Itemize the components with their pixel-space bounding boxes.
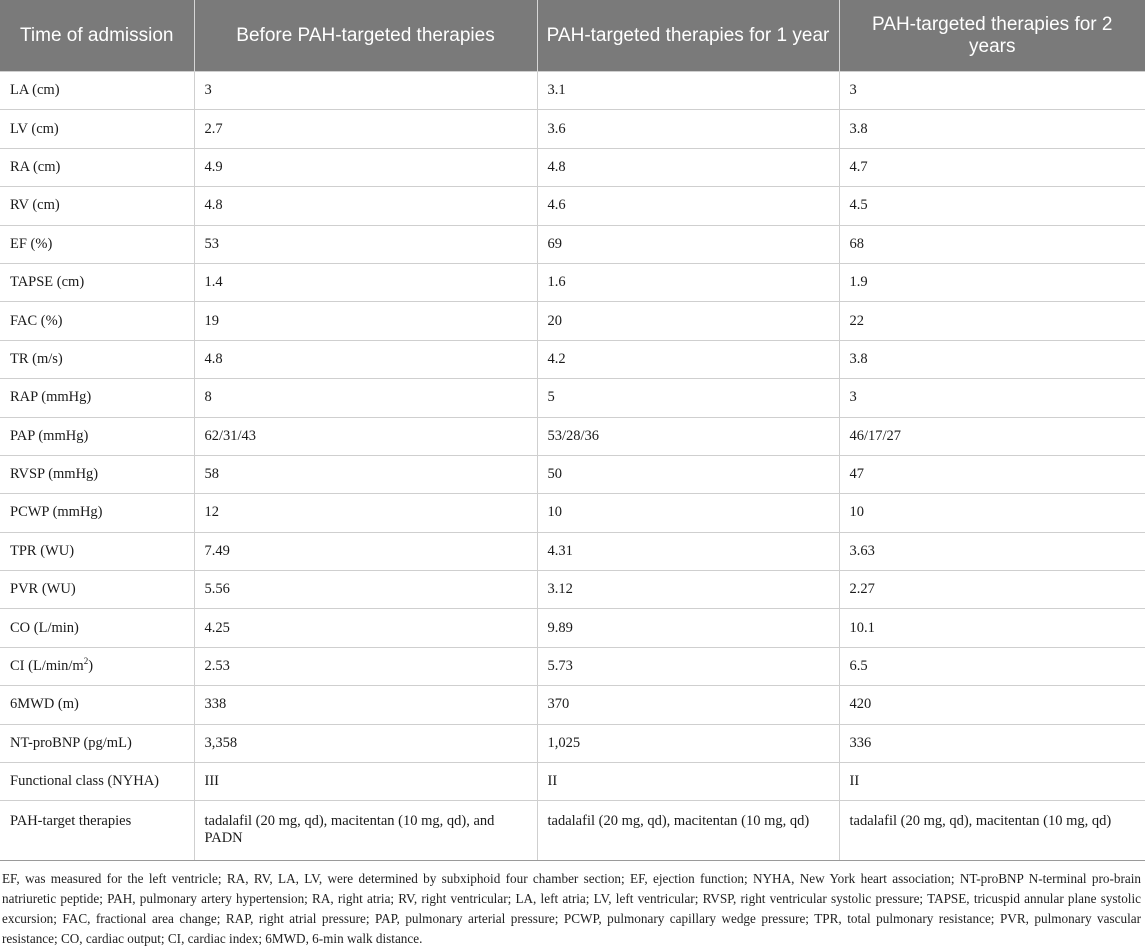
row-label-text: CI (L/min/m — [10, 658, 84, 675]
table-row — [0, 379, 1145, 417]
table-row — [0, 302, 1145, 340]
cell-before: 2.7 — [194, 110, 537, 148]
cell-2-years: 22 — [839, 302, 1145, 340]
cell-2-years: 4.7 — [839, 148, 1145, 186]
cell-before: 58 — [194, 455, 537, 493]
table-header-row — [0, 0, 1145, 72]
row-label: RVSP (mmHg) — [0, 455, 194, 493]
row-label: LV (cm) — [0, 110, 194, 148]
table-row — [0, 455, 1145, 493]
cell-before: 5.56 — [194, 571, 537, 609]
cell-before: 4.8 — [194, 340, 537, 378]
cell-1-year: II — [537, 763, 839, 801]
cell-before: 4.25 — [194, 609, 537, 647]
cell-1-year: tadalafil (20 mg, qd), macitentan (10 mg, qd) — [537, 801, 839, 861]
row-label: RAP (mmHg) — [0, 379, 194, 417]
table-row — [0, 532, 1145, 570]
table-row — [0, 110, 1145, 148]
table-row — [0, 763, 1145, 801]
cell-2-years: 420 — [839, 686, 1145, 724]
table-row — [0, 340, 1145, 378]
row-label: PAH-target therapies — [0, 801, 194, 861]
table-row — [0, 263, 1145, 301]
cell-2-years: 68 — [839, 225, 1145, 263]
row-label: CO (L/min) — [0, 609, 194, 647]
cell-2-years: 336 — [839, 724, 1145, 762]
cell-before: 1.4 — [194, 263, 537, 301]
cell-2-years: 3.8 — [839, 110, 1145, 148]
cell-1-year: 3.1 — [537, 72, 839, 110]
cell-1-year: 4.6 — [537, 187, 839, 225]
cell-2-years: 3.63 — [839, 532, 1145, 570]
row-label: RV (cm) — [0, 187, 194, 225]
cell-before: 4.9 — [194, 148, 537, 186]
cell-before: 19 — [194, 302, 537, 340]
table-row — [0, 187, 1145, 225]
cell-2-years: 3 — [839, 379, 1145, 417]
unit-superscript: 2 — [83, 656, 89, 667]
cell-2-years: 10 — [839, 494, 1145, 532]
row-label: TAPSE (cm) — [0, 263, 194, 301]
cell-2-years: tadalafil (20 mg, qd), macitentan (10 mg, qd) — [839, 801, 1145, 861]
table-row — [0, 724, 1145, 762]
cell-2-years: 4.5 — [839, 187, 1145, 225]
table-row — [0, 72, 1145, 110]
header-before-therapies: Before PAH-targeted therapies — [194, 0, 537, 72]
cell-1-year: 4.2 — [537, 340, 839, 378]
row-label: TR (m/s) — [0, 340, 194, 378]
row-label: NT-proBNP (pg/mL) — [0, 724, 194, 762]
cell-before: 2.53 — [194, 647, 537, 685]
cell-1-year: 4.8 — [537, 148, 839, 186]
cell-1-year: 53/28/36 — [537, 417, 839, 455]
cell-1-year: 69 — [537, 225, 839, 263]
cell-before: tadalafil (20 mg, qd), macitentan (10 mg, qd), and PADN — [194, 801, 537, 861]
cell-before: 338 — [194, 686, 537, 724]
cell-2-years: 3.8 — [839, 340, 1145, 378]
cell-1-year: 20 — [537, 302, 839, 340]
cell-2-years: 10.1 — [839, 609, 1145, 647]
header-time-of-admission: Time of admission — [0, 0, 194, 72]
cell-before: 7.49 — [194, 532, 537, 570]
row-label: Functional class (NYHA) — [0, 763, 194, 801]
cell-2-years: 2.27 — [839, 571, 1145, 609]
table-row — [0, 225, 1145, 263]
cell-2-years: 1.9 — [839, 263, 1145, 301]
cell-1-year: 4.31 — [537, 532, 839, 570]
table-row — [0, 801, 1145, 861]
table-row — [0, 148, 1145, 186]
cell-before: 62/31/43 — [194, 417, 537, 455]
cell-1-year: 3.6 — [537, 110, 839, 148]
cell-2-years: 47 — [839, 455, 1145, 493]
cell-1-year: 1,025 — [537, 724, 839, 762]
cell-1-year: 5 — [537, 379, 839, 417]
cell-1-year: 370 — [537, 686, 839, 724]
row-label: TPR (WU) — [0, 532, 194, 570]
table-row — [0, 417, 1145, 455]
row-label: RA (cm) — [0, 148, 194, 186]
cell-before: III — [194, 763, 537, 801]
cell-before: 53 — [194, 225, 537, 263]
header-therapies-2-years: PAH-targeted therapies for 2 years — [839, 0, 1145, 72]
cell-1-year: 1.6 — [537, 263, 839, 301]
cell-1-year: 5.73 — [537, 647, 839, 685]
header-therapies-1-year: PAH-targeted therapies for 1 year — [537, 0, 839, 72]
table-footnote: EF, was measured for the left ventricle; RA, RV, LA, LV, were determined by subxiphoid four chamber section; EF, ejection function; NYHA, New York heart association; NT-proBNP N-terminal pro-brain natriuretic peptide; PAH, pulmonary artery hypertension; RA, right atria; RV, right ventricular; LA, left atria; LV, left ventricular; RVSP, right ventricular systolic pressure; TAPSE, tricuspid annular plane systolic excursion; FAC, fractional area change; RAP, right atrial pressure; PAP, pulmonary arterial pressure; PCWP, pulmonary capillary wedge pressure; TPR, total pulmonary resistance; PVR, pulmonary vascular resistance; CO, cardiac output; CI, cardiac index; 6MWD, 6-min walk distance. — [2, 871, 1141, 947]
table-row — [0, 609, 1145, 647]
cell-2-years: 3 — [839, 72, 1145, 110]
row-label: FAC (%) — [0, 302, 194, 340]
cell-before: 8 — [194, 379, 537, 417]
row-label: LA (cm) — [0, 72, 194, 110]
cell-before: 3,358 — [194, 724, 537, 762]
cell-1-year: 9.89 — [537, 609, 839, 647]
cell-1-year: 3.12 — [537, 571, 839, 609]
row-label: PVR (WU) — [0, 571, 194, 609]
row-label — [0, 647, 194, 685]
table-row — [0, 494, 1145, 532]
cell-2-years: II — [839, 763, 1145, 801]
cell-1-year: 10 — [537, 494, 839, 532]
row-label: EF (%) — [0, 225, 194, 263]
cell-before: 4.8 — [194, 187, 537, 225]
cell-2-years: 6.5 — [839, 647, 1145, 685]
cell-2-years: 46/17/27 — [839, 417, 1145, 455]
row-label: 6MWD (m) — [0, 686, 194, 724]
row-label: PAP (mmHg) — [0, 417, 194, 455]
row-label: PCWP (mmHg) — [0, 494, 194, 532]
unit-close-paren: ) — [88, 658, 94, 675]
cell-1-year: 50 — [537, 455, 839, 493]
cell-before: 12 — [194, 494, 537, 532]
table-row — [0, 647, 1145, 685]
cell-before: 3 — [194, 72, 537, 110]
table-row — [0, 571, 1145, 609]
table-row — [0, 686, 1145, 724]
